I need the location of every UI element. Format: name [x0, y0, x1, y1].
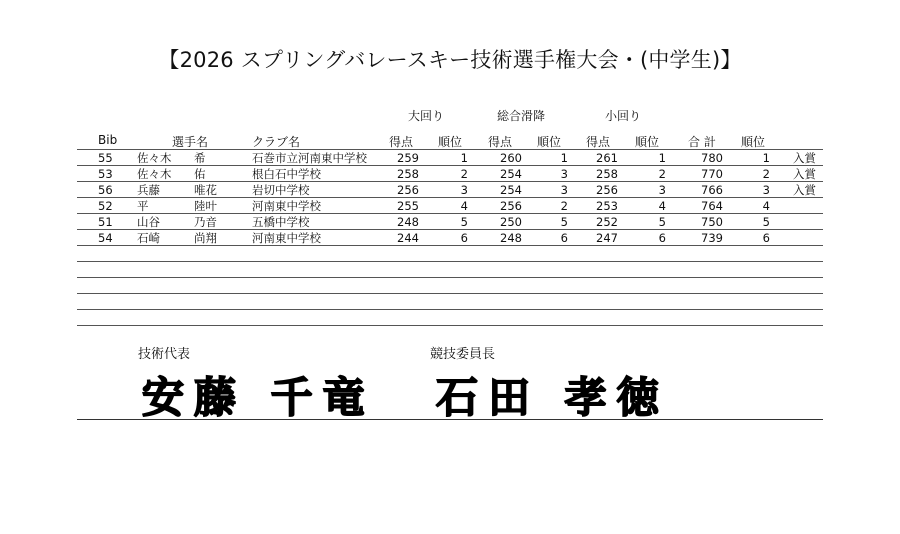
bib-cell: 54: [98, 230, 113, 245]
rank-1-cell: 2: [460, 166, 468, 181]
score-1-cell: 244: [397, 230, 419, 245]
header-athlete-name: 選手名: [172, 135, 209, 149]
header-total: 合 計: [688, 135, 716, 149]
overall-rank-cell: 5: [762, 214, 770, 229]
empty-row-line: [77, 325, 823, 326]
rank-1-cell: 5: [460, 214, 468, 229]
score-3-cell: 258: [596, 166, 618, 181]
club-cell: 河南東中学校: [252, 230, 321, 245]
rank-2-cell: 3: [560, 182, 568, 197]
overall-rank-cell: 4: [762, 198, 770, 213]
technical-delegate-name: 安藤 千竜: [142, 373, 375, 422]
empty-row-line: [77, 261, 823, 262]
score-3-cell: 247: [596, 230, 618, 245]
rank-3-cell: 3: [658, 182, 666, 197]
score-1-cell: 259: [397, 150, 419, 165]
total-cell: 750: [701, 214, 723, 229]
rank-1-cell: 3: [460, 182, 468, 197]
score-2-cell: 256: [500, 198, 522, 213]
score-3-cell: 253: [596, 198, 618, 213]
rank-2-cell: 6: [560, 230, 568, 245]
total-cell: 780: [701, 150, 723, 165]
club-cell: 根白石中学校: [252, 166, 321, 181]
family-name-cell: 石崎: [137, 230, 160, 245]
overall-rank-cell: 2: [762, 166, 770, 181]
score-3-cell: 256: [596, 182, 618, 197]
rank-2-cell: 2: [560, 198, 568, 213]
header-overall-rank: 順位: [741, 135, 766, 149]
overall-rank-cell: 3: [762, 182, 770, 197]
award-cell: 入賞: [793, 182, 816, 197]
given-name-cell: 乃音: [194, 214, 217, 229]
score-1-cell: 258: [397, 166, 419, 181]
bib-cell: 55: [98, 150, 113, 165]
rank-3-cell: 6: [658, 230, 666, 245]
total-cell: 764: [701, 198, 723, 213]
score-2-cell: 254: [500, 182, 522, 197]
bib-cell: 52: [98, 198, 113, 213]
group-header-giant-slalom: 大回り: [408, 109, 445, 123]
overall-rank-cell: 6: [762, 230, 770, 245]
rank-2-cell: 5: [560, 214, 568, 229]
award-cell: 入賞: [793, 166, 816, 181]
rank-1-cell: 6: [460, 230, 468, 245]
score-3-cell: 252: [596, 214, 618, 229]
family-name-cell: 佐々木: [137, 150, 172, 165]
rank-3-cell: 1: [658, 150, 666, 165]
overall-rank-cell: 1: [762, 150, 770, 165]
rank-1-cell: 1: [460, 150, 468, 165]
competition-chair-name: 石田 孝徳: [436, 373, 669, 422]
club-cell: 石巻市立河南東中学校: [252, 150, 367, 165]
club-cell: 岩切中学校: [252, 182, 310, 197]
given-name-cell: 陸叶: [194, 198, 217, 213]
score-1-cell: 255: [397, 198, 419, 213]
header-bib: Bib: [98, 133, 118, 147]
header-rank-2: 順位: [537, 135, 562, 149]
rank-2-cell: 1: [560, 150, 568, 165]
score-2-cell: 254: [500, 166, 522, 181]
header-rank-1: 順位: [438, 135, 463, 149]
total-cell: 770: [701, 166, 723, 181]
given-name-cell: 佑: [194, 166, 206, 181]
family-name-cell: 山谷: [137, 214, 160, 229]
rank-1-cell: 4: [460, 198, 468, 213]
empty-row-line: [77, 309, 823, 310]
given-name-cell: 唯花: [194, 182, 217, 197]
technical-delegate-label: 技術代表: [138, 347, 191, 362]
signature-line: [77, 419, 823, 420]
row-divider: [77, 245, 823, 246]
header-score-2: 得点: [488, 135, 513, 149]
score-3-cell: 261: [596, 150, 618, 165]
header-score-1: 得点: [389, 135, 414, 149]
score-1-cell: 256: [397, 182, 419, 197]
total-cell: 739: [701, 230, 723, 245]
total-cell: 766: [701, 182, 723, 197]
family-name-cell: 平: [137, 198, 149, 213]
empty-row-line: [77, 277, 823, 278]
given-name-cell: 希: [194, 150, 206, 165]
score-2-cell: 260: [500, 150, 522, 165]
empty-row-line: [77, 293, 823, 294]
header-rank-3: 順位: [635, 135, 660, 149]
group-header-combined: 総合滑降: [497, 109, 546, 123]
header-score-3: 得点: [586, 135, 611, 149]
group-header-slalom: 小回り: [605, 109, 642, 123]
family-name-cell: 佐々木: [137, 166, 172, 181]
club-cell: 五橋中学校: [252, 214, 310, 229]
rank-2-cell: 3: [560, 166, 568, 181]
score-1-cell: 248: [397, 214, 419, 229]
rank-3-cell: 2: [658, 166, 666, 181]
rank-3-cell: 5: [658, 214, 666, 229]
header-club-name: クラブ名: [252, 135, 301, 149]
club-cell: 河南東中学校: [252, 198, 321, 213]
score-2-cell: 250: [500, 214, 522, 229]
bib-cell: 53: [98, 166, 113, 181]
bib-cell: 56: [98, 182, 113, 197]
score-2-cell: 248: [500, 230, 522, 245]
page-title: 【2026 スプリングバレースキー技術選手権大会・(中学生)】: [158, 48, 742, 72]
family-name-cell: 兵藤: [137, 182, 160, 197]
award-cell: 入賞: [793, 150, 816, 165]
rank-3-cell: 4: [658, 198, 666, 213]
bib-cell: 51: [98, 214, 113, 229]
competition-chair-label: 競技委員長: [430, 347, 496, 362]
given-name-cell: 尚翔: [194, 230, 217, 245]
